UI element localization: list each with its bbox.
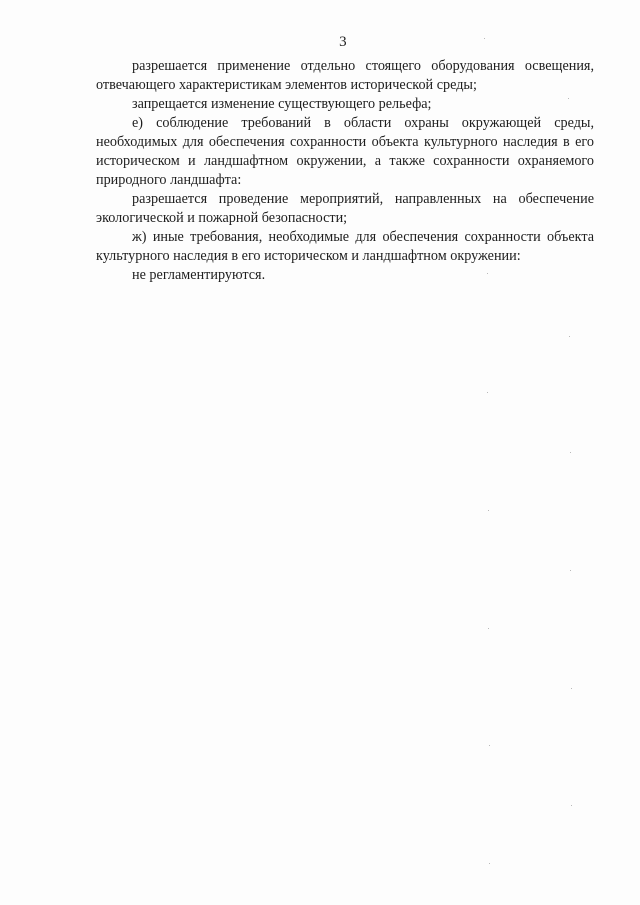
paragraph-other-requirements: ж) иные требования, необходимые для обеспечения сохранности объекта культурного наследия в его историческом и ландшафтном окружении: [96, 229, 594, 264]
scan-speck [571, 688, 572, 689]
document-body [96, 57, 594, 285]
scan-speck [568, 98, 569, 99]
scan-speck [487, 392, 488, 393]
scan-speck [487, 273, 488, 274]
paragraph-not-regulated: не регламентируются. [132, 267, 266, 283]
paragraph-environment: е) соблюдение требований в области охраны окружающей среды, необходимых для обеспечения сохранности объекта культурного наследия в его историческом и ландшафтном окружении, а также сохранности охраняемого природного ландшафта: [96, 115, 594, 188]
scan-speck [488, 510, 489, 511]
scan-speck [489, 863, 490, 864]
page-number: 3 [339, 34, 347, 50]
scan-speck [569, 336, 570, 337]
scan-speck [570, 452, 571, 453]
scan-speck [484, 38, 485, 39]
paragraph-safety: разрешается проведение мероприятий, направленных на обеспечение экологической и пожарной безопасности; [96, 191, 594, 226]
scan-speck [570, 570, 571, 571]
scan-speck [571, 805, 572, 806]
paragraph-relief: запрещается изменение существующего рельефа; [132, 96, 432, 112]
scan-speck [489, 745, 490, 746]
paragraph-lighting: разрешается применение отдельно стоящего оборудования освещения, отвечающего характеристикам элементов исторической среды; [96, 58, 594, 93]
scan-speck [488, 628, 489, 629]
